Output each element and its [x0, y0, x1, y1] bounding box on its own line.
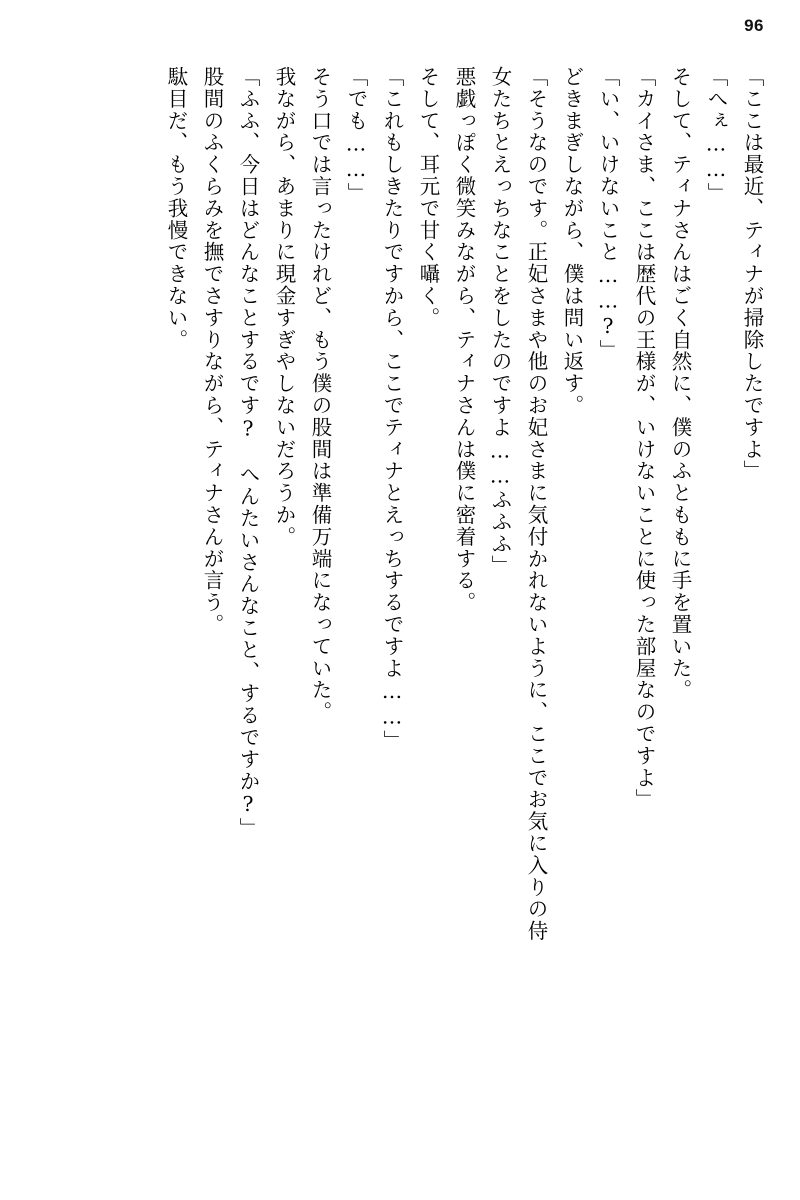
text-line: そして、耳元で甘く囁く。	[416, 66, 440, 329]
text-line: 「ふふ、今日はどんなことするです? へんたいさんなこと、するですか?」	[236, 66, 260, 840]
page-text-body	[34, 66, 770, 1160]
text-line: 駄目だ、もう我慢できない。	[164, 66, 188, 351]
text-line: 悪戯っぽく微笑みながら、ティナさんは僕に密着する。	[452, 66, 476, 614]
text-line: 「い、いけないこと……?」	[596, 66, 620, 362]
text-line: どきまぎしながら、僕は問い返す。	[560, 66, 584, 417]
text-line: 「へぇ……」	[704, 66, 728, 205]
text-line: 股間のふくらみを撫でさすりながら、ティナさんが言う。	[200, 66, 224, 636]
text-line: 女たちとえっちなことをしたのですよ……ふふふ」	[488, 66, 512, 577]
text-line: 「そうなのです。正妃さまや他のお妃さまに気付かれないように、ここでお気に入りの侍	[524, 66, 548, 942]
text-line: 「これもしきたりですから、ここでティナとえっちするですよ……」	[380, 66, 404, 752]
text-line: 我ながら、あまりに現金すぎやしないだろうか。	[272, 66, 296, 548]
text-line: そして、ティナさんはごく自然に、僕のふとももに手を置いた。	[668, 66, 692, 702]
page-number: 96	[744, 16, 764, 35]
text-line: 「カイさま、ここは歴代の王様が、いけないことに使った部屋なのですよ」	[632, 66, 656, 811]
text-line: 「でも……」	[344, 66, 368, 205]
text-line: そう口では言ったけれど、もう僕の股間は準備万端になっていた。	[308, 66, 332, 723]
text-line: 「ここは最近、ティナが掃除したですよ」	[740, 66, 764, 483]
